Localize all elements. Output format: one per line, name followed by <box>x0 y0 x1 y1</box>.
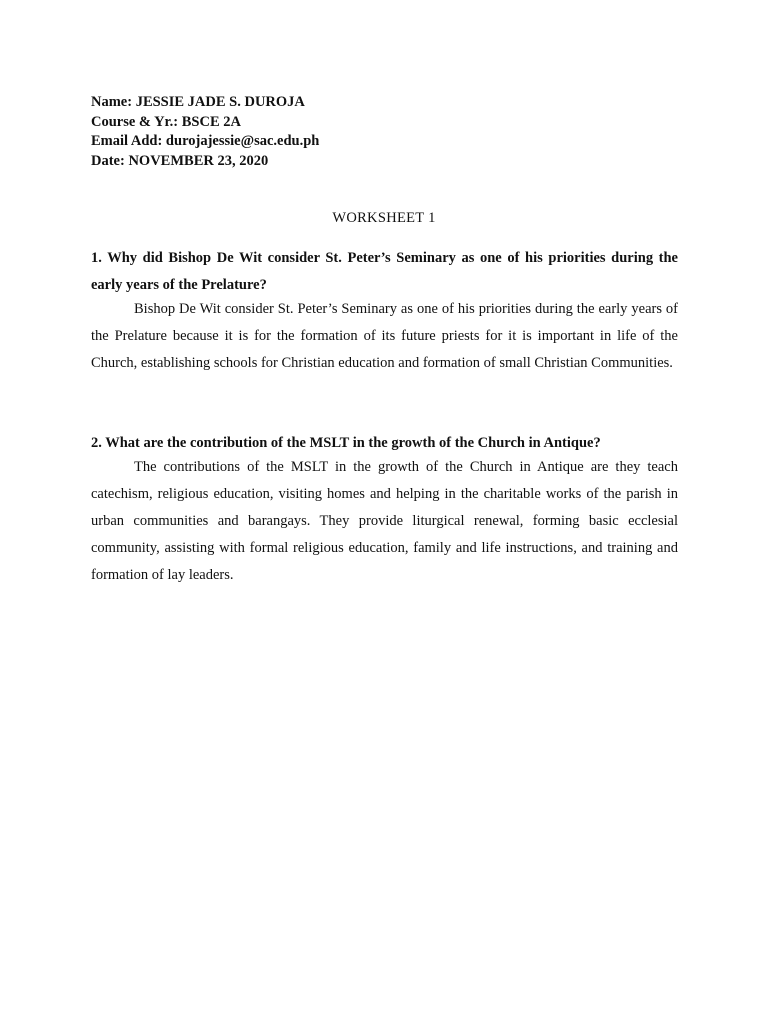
student-name: Name: JESSIE JADE S. DUROJA <box>91 94 305 110</box>
question-2: 2. What are the contribution of the MSLT in the growth of the Church in Antique? <box>91 435 601 451</box>
question-1: 1. Why did Bishop De Wit consider St. Peter’s Seminary as one of his priorities during the early years of the Prelature? <box>91 250 678 293</box>
email-address: Email Add: durojajessie@sac.edu.ph <box>91 133 320 149</box>
answer-1: Bishop De Wit consider St. Peter’s Seminary as one of his priorities during the early years of the Prelature because it is for the formation of its future priests for it is important in life of the Church, establishing schools for Christian education and formation of small Christian Communities. <box>91 301 678 371</box>
course-year: Course & Yr.: BSCE 2A <box>91 113 241 130</box>
student-info-header <box>91 93 319 171</box>
worksheet-title: WORKSHEET 1 <box>332 210 436 226</box>
answer-2: The contributions of the MSLT in the growth of the Church in Antique are they teach catechism, religious education, visiting homes and helping in the charitable works of the parish in urban communities and barangays. They provide liturgical renewal, forming basic ecclesial community, assisting with formal religious education, family and life instructions, and training and formation of lay leaders. <box>91 459 678 583</box>
submission-date: Date: NOVEMBER 23, 2020 <box>91 152 269 169</box>
